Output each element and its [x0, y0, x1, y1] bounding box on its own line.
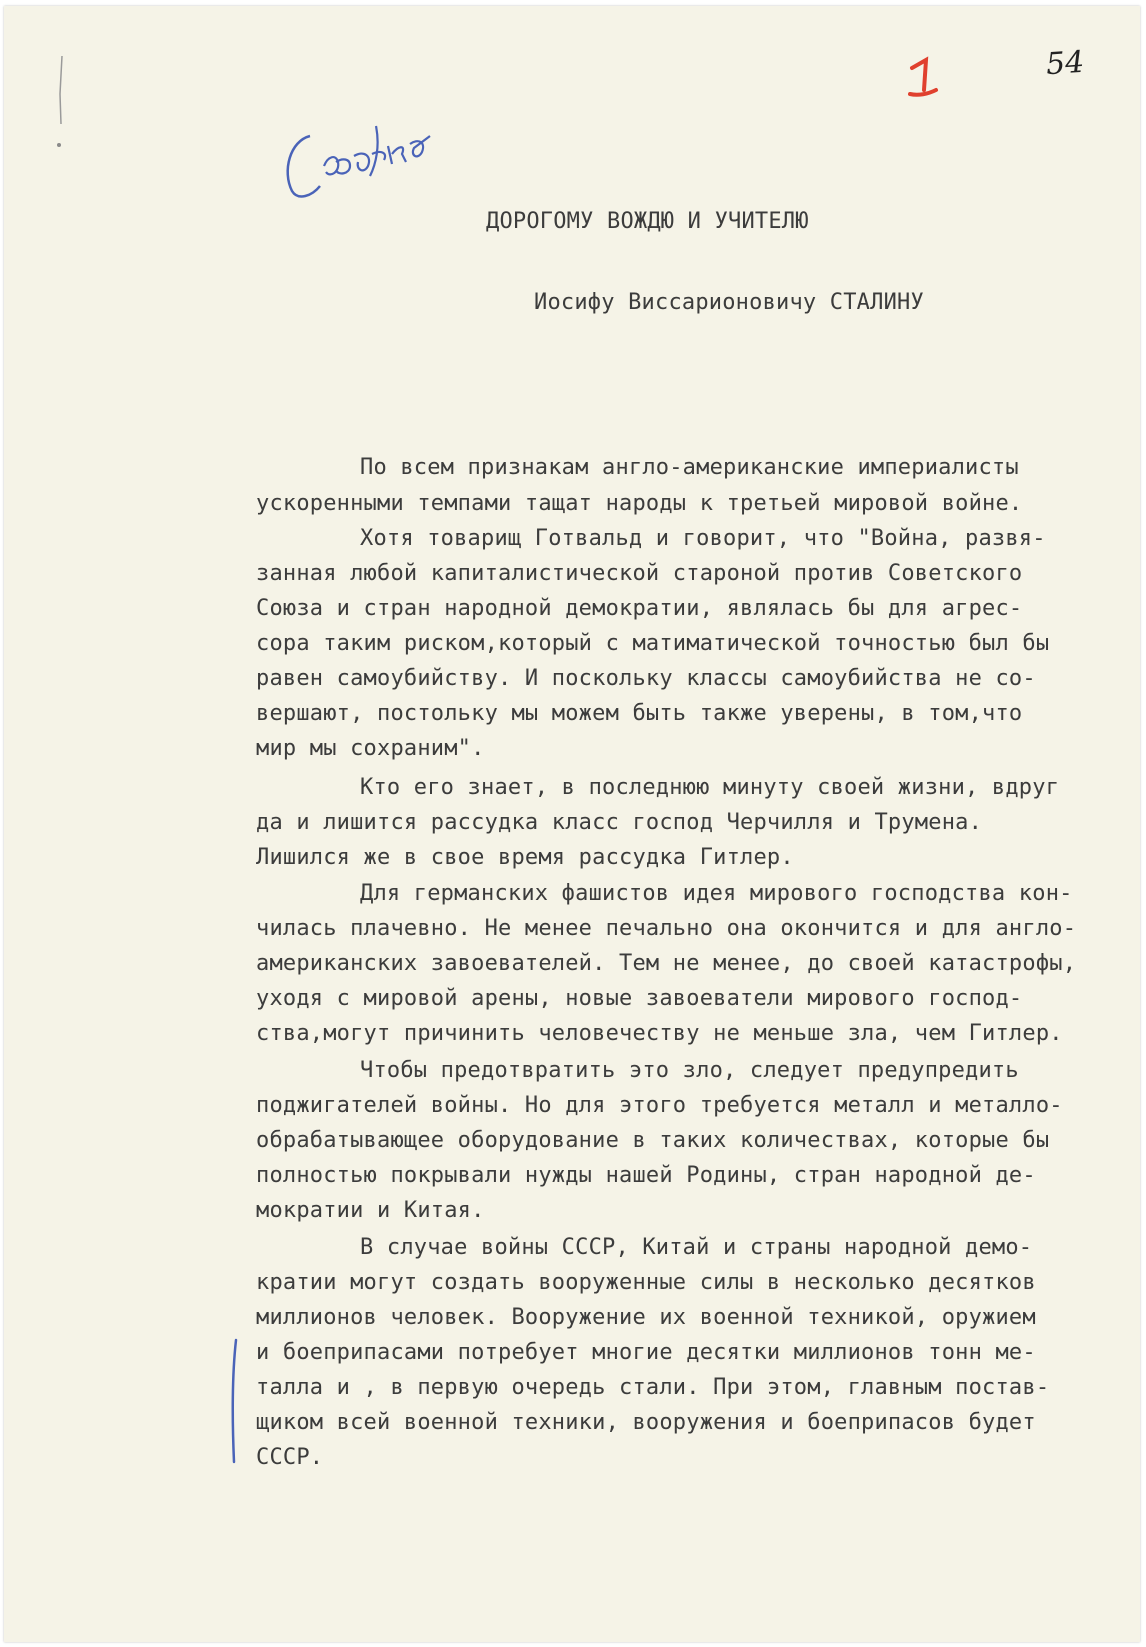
body-line: и боеприпасами потребует многие десятки миллионов тонн ме-: [256, 1340, 1036, 1365]
body-line: американских завоевателей. Тем не менее, до своей катастрофы,: [256, 951, 1077, 976]
body-line: Для германских фашистов идея мирового господства кон-: [360, 881, 1073, 906]
page-number: 54: [1044, 44, 1086, 83]
body-line: В случае войны СССР, Китай и страны народной демо-: [360, 1235, 1033, 1260]
body-line: поджигателей войны. Но для этого требуется металл и металло-: [256, 1093, 1063, 1118]
heading-dedication: ДОРОГОМУ ВОЖДЮ И УЧИТЕЛЮ: [486, 209, 809, 234]
heading-addressee: Иосифу Виссарионовичу СТАЛИНУ: [534, 290, 924, 315]
body-line: Чтобы предотвратить это зло, следует предупредить: [360, 1058, 1019, 1083]
body-line: кратии могут создать вооруженные силы в несколько десятков: [256, 1270, 1036, 1295]
body-line: равен самоубийству. И поскольку классы самоубийства не со-: [256, 666, 1036, 691]
body-line: По всем признакам англо-американские империалисты: [360, 455, 1019, 480]
red-mark-text: 1: [900, 54, 901, 55]
body-line: ства,могут причинить человечеству не меньше зла, чем Гитлер.: [256, 1021, 1063, 1046]
body-line: Хотя товарищ Готвальд и говорит, что "Война, развя-: [360, 526, 1046, 551]
body-line: талла и , в первую очередь стали. При этом, главным постав-: [256, 1375, 1050, 1400]
body-line: занная любой капиталистической староной против Советского: [256, 561, 1023, 586]
body-line: мократии и Китая.: [256, 1198, 485, 1223]
body-line: СССР.: [256, 1445, 324, 1470]
body-line: полностью покрывали нужды нашей Родины, стран народной де-: [256, 1163, 1036, 1188]
body-line: обрабатывающее оборудование в таких количествах, которые бы: [256, 1128, 1050, 1153]
blue-annotation-text: Сводка: [280, 96, 284, 97]
body-line: сора таким риском,который с матиматической точностью был бы: [256, 631, 1050, 656]
body-line: чилась плачевно. Не менее печально она окончится и для англо-: [256, 916, 1077, 941]
body-line: да и лишится рассудка класс господ Черчилля и Трумена.: [256, 810, 983, 835]
body-line: Кто его знает, в последнюю минуту своей жизни, вдруг: [360, 775, 1060, 800]
body-line: Союза и стран народной демократии, являлась бы для агрес-: [256, 596, 1023, 621]
margin-dot: [56, 142, 62, 148]
blue-margin-line: [226, 1336, 246, 1466]
pencil-tick-mark: [54, 54, 68, 126]
body-line: ускоренными темпами тащат народы к третьей мировой войне.: [256, 491, 1023, 516]
body-line: щиком всей военной техники, вооружения и боеприпасов будет: [256, 1410, 1036, 1435]
body-line: Лишился же в свое время рассудка Гитлер.: [256, 845, 794, 870]
body-line: мир мы сохраним".: [256, 736, 485, 761]
body-line: миллионов человек. Вооружение их военной техникой, оружием: [256, 1305, 1036, 1330]
blue-handwritten-annotation: [280, 96, 450, 206]
red-numeral-mark: [900, 54, 944, 104]
document-page: [4, 6, 1140, 1642]
body-line: вершают, постольку мы можем быть также уверены, в том,что: [256, 701, 1023, 726]
body-line: уходя с мировой арены, новые завоеватели мирового господ-: [256, 986, 1023, 1011]
